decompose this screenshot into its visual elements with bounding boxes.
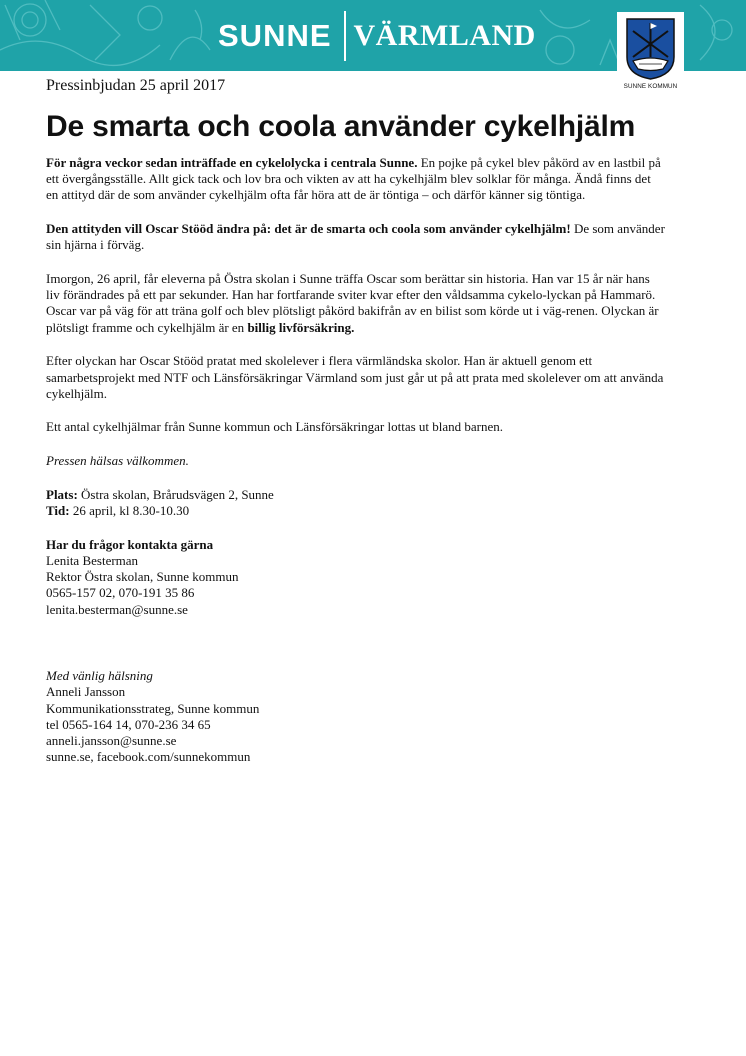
welcome-text: Pressen hälsas välkommen. [46, 453, 189, 469]
spacer [46, 635, 666, 668]
contact-name: Lenita Besterman [46, 552, 139, 568]
contact-email[interactable]: lenita.besterman@sunne.se [46, 601, 188, 617]
municipality-logo [617, 12, 684, 95]
paragraph-attitude [46, 221, 666, 253]
place-value: Östra skolan, Brårudsvägen 2, Sunne [77, 486, 274, 502]
contact-role: Rektor Östra skolan, Sunne kommun [46, 569, 239, 585]
contact-block [46, 537, 666, 618]
brand-right: VÄRMLAND [353, 19, 536, 52]
contact-heading: Har du frågor kontakta gärna [46, 536, 214, 552]
paragraph-story [46, 271, 666, 336]
event-place [46, 487, 666, 503]
story-bold: billig livförsäkring. [247, 319, 355, 335]
signature-email[interactable]: anneli.jansson@sunne.se [46, 733, 177, 749]
paragraph-lottery: Ett antal cykelhjälmar från Sunne kommun och Länsförsäkringar lottas ut bland barnen. [46, 419, 504, 435]
signature-greeting: Med vänlig hälsning [46, 668, 153, 684]
story-text: Imorgon, 26 april, får eleverna på Östra skolan i Sunne träffa Oscar som berättar sin historia. Han var 15 år när hans liv förändrades på ett par sekunder. Han har fortfarande sviter kvar efter den våldsamma cykelo-lyckan på Hammarö. Oscar var på väg för att träna golf och blev plötsligt påkörd bakifrån av en bilist som körde ut i väg-renen. Olyckan är plötsligt framme och cykelhjälm är en [46, 271, 659, 335]
signature-block [46, 668, 666, 765]
time-label: Tid: [46, 503, 70, 519]
intro-text: En pojke på cykel blev påkörd av en lastbil på ett övergångsställe. Allt gick tack och lov bra och vikten av att ha cykelhjälm blev solklar för många. Ändå finns det en attityd där de som använder cykelhjälm ofta får höra att de är töntiga – och därför känner sig töntiga. [46, 155, 661, 203]
article-body [46, 155, 666, 783]
signature-web[interactable]: sunne.se, facebook.com/sunnekommun [46, 749, 251, 765]
event-time [46, 503, 666, 519]
brand-logo [218, 12, 536, 60]
logo-caption: SUNNE KOMMUN [623, 83, 678, 90]
contact-phone: 0565-157 02, 070-191 35 86 [46, 585, 195, 601]
place-label: Plats: [46, 486, 78, 502]
intro-bold: För några veckor sedan inträffade en cykelolycka i centrala Sunne. [46, 155, 418, 170]
headline: De smarta och coola använder cykelhjälm [46, 110, 636, 143]
dateline: Pressinbjudan 25 april 2017 [46, 77, 226, 94]
coat-of-arms-icon [625, 17, 676, 81]
brand-left: SUNNE [218, 18, 332, 53]
attitude-text: De som använder sin hjärna i förväg. [46, 221, 665, 253]
paragraph-intro [46, 155, 666, 204]
time-value: 26 april, kl 8.30-10.30 [69, 503, 190, 519]
event-details [46, 487, 666, 519]
paragraph-project: Efter olyckan har Oscar Stööd pratat med skolelever i flera värmländska skolor. Han är aktuell genom ett samarbetsprojekt med NTF och Länsförsäkringar Värmland som just går ut på att prata med skolelever om att använda cykelhjälm. [46, 353, 664, 401]
signature-role: Kommunikationsstrateg, Sunne kommun [46, 700, 260, 716]
paragraph-welcome [46, 453, 666, 469]
brand-divider [344, 11, 346, 61]
signature-name: Anneli Jansson [46, 684, 126, 700]
signature-phone: tel 0565-164 14, 070-236 34 65 [46, 716, 211, 732]
attitude-bold: Den attityden vill Oscar Stööd ändra på: det är de smarta och coola som använder cykelhjälm! [46, 221, 571, 237]
